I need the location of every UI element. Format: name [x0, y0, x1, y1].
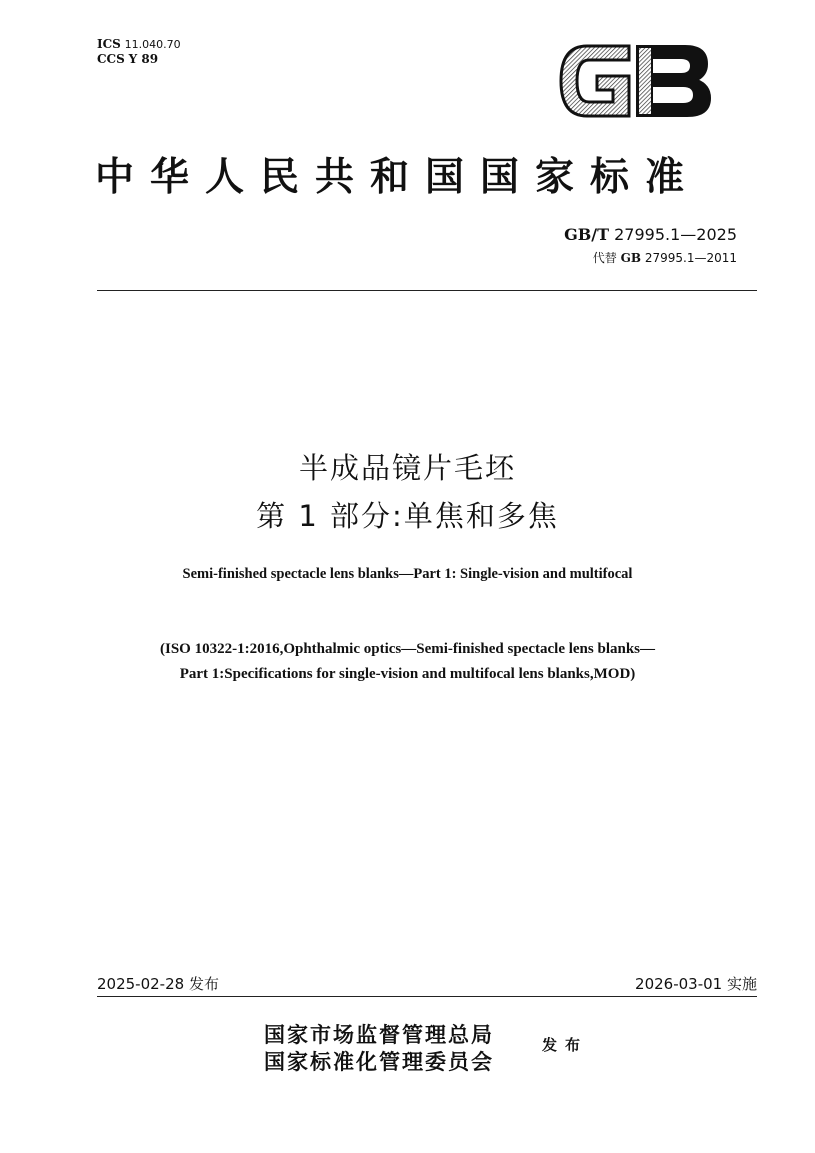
standard-number-value: 27995.1—2025: [614, 225, 737, 244]
issuer-sac: 国家标准化管理委员会: [264, 1049, 494, 1074]
issuer-samr: 国家市场监督管理总局: [264, 1022, 494, 1047]
ccs-code: [97, 52, 181, 67]
title-chinese-main: 半成品镜片毛坯: [298, 451, 516, 485]
standard-number: [564, 225, 737, 244]
classification-codes: [97, 37, 181, 67]
publish-label: 发布: [542, 1036, 589, 1054]
ics-label: ICS: [97, 37, 121, 51]
replaces-number: 27995.1—2011: [644, 251, 737, 265]
issue-date: 2025-02-28 发布: [97, 975, 219, 993]
ccs-label: CCS: [97, 52, 125, 66]
standard-number-prefix: GB/T: [564, 225, 610, 244]
bottom-divider: [97, 996, 757, 997]
replaces-label: 代替: [592, 251, 617, 265]
top-divider: [97, 290, 757, 291]
iso-reference-line2: Part 1:Specifications for single-vision and multifocal lens blanks,MOD): [179, 666, 636, 682]
replaces-prefix: GB: [620, 251, 641, 265]
national-standard-title: 中华人民共和国国家标准: [95, 154, 701, 200]
gb-logo-icon: [557, 42, 714, 120]
ics-code: [97, 37, 181, 52]
ics-value: 11.040.70: [124, 38, 181, 51]
implementation-date: 2026-03-01 实施: [635, 975, 757, 993]
replaces-standard: [593, 249, 737, 266]
ccs-value: Y 89: [128, 52, 159, 66]
iso-reference-line1: (ISO 10322-1:2016,Ophthalmic optics—Semi-finished spectacle lens blanks—: [159, 641, 656, 657]
title-english: Semi-finished spectacle lens blanks—Part 1: Single-vision and multifocal: [182, 566, 633, 582]
title-chinese-part: 第 1 部分:单焦和多焦: [256, 499, 559, 533]
